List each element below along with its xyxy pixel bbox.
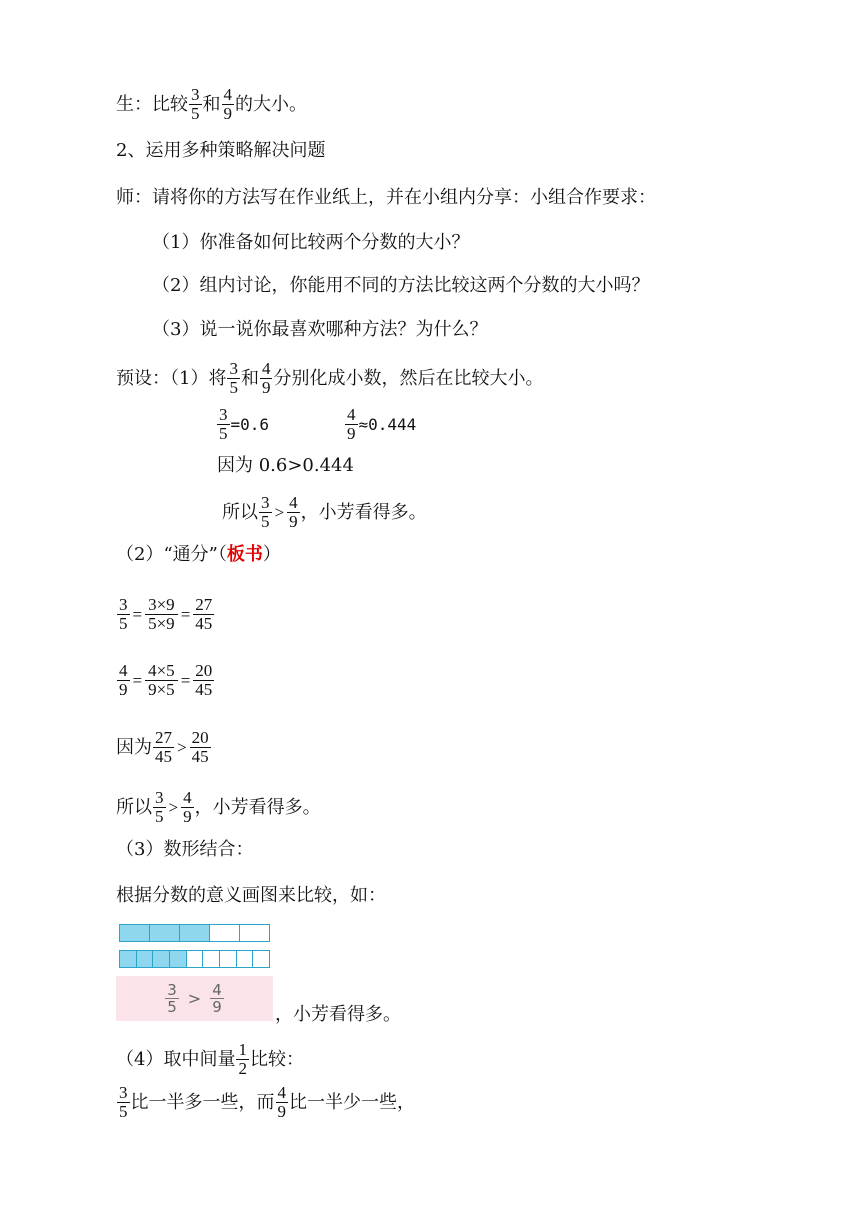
bar-cell-filled — [120, 925, 150, 941]
fraction-3-5: $\frac{3}{5}$ — [219, 405, 228, 443]
fraction-4-9: $\frac{4}{9}$ — [347, 405, 356, 443]
fraction-3-5: $\frac{3}{5}$ — [167, 981, 177, 1016]
bar-cell-filled — [150, 925, 180, 941]
decimal-conversion-1: $\frac{3}{5}$ =0.6 — [219, 405, 270, 443]
board-note: 板书 — [226, 544, 263, 565]
fraction-3-5: $\frac{3}{5}$ — [119, 1083, 128, 1121]
section-heading: 2、运用多种策略解决问题 — [116, 140, 326, 161]
bar-fifths — [119, 924, 270, 942]
common-denominator-eq-2: $\frac{4}{9}$ = $\frac{4\times 5}{9\times 5}$ = $\frac{20}{45}$ — [119, 661, 213, 699]
fraction-4x5-9x5: $\frac{4\times 5}{9\times 5}$ — [145, 662, 178, 699]
fraction-4-9: $\frac{4}{9}$ — [289, 493, 298, 531]
figure-bar-area — [116, 918, 273, 976]
fraction-4-9: $\frac{4}{9}$ — [212, 981, 222, 1016]
bar-cell-empty — [187, 951, 204, 967]
method-2-heading: （2）“通分”（ 板书 ） — [116, 544, 281, 565]
conclusion-1: 所以 $\frac{3}{5}$ > $\frac{4}{9}$ ，小芳看得多。 — [222, 493, 427, 531]
bar-cell-empty — [240, 925, 269, 941]
fraction-27-45: $\frac{27}{45}$ — [155, 728, 172, 766]
bar-cell-filled — [137, 951, 154, 967]
teacher-instruction: 师：请将你的方法写在作业纸上，并在小组内分享：小组合作要求： — [116, 187, 656, 208]
method-3-heading: （3）数形结合： — [116, 839, 254, 860]
bar-ninths — [119, 950, 270, 968]
bar-cell-empty — [237, 951, 254, 967]
fraction-20-45: $\frac{20}{45}$ — [191, 728, 209, 766]
fraction-4-9: $\frac{4}{9}$ — [277, 1083, 286, 1121]
decimal-conversion-2: $\frac{4}{9}$ ≈0.444 — [347, 405, 417, 443]
fraction-3-5: $\frac{3}{5}$ — [261, 493, 270, 531]
bar-cell-empty — [210, 925, 240, 941]
figure-comparison: $\frac{3}{5}$ > $\frac{4}{9}$ — [167, 981, 222, 1016]
fraction-1-2: $\frac{1}{2}$ — [238, 1040, 247, 1078]
bar-cell-filled — [180, 925, 210, 941]
method-3-description: 根据分数的意义画图来比较，如： — [116, 885, 386, 906]
bar-cell-filled — [120, 951, 137, 967]
conclusion-2: 所以 $\frac{3}{5}$ > $\frac{4}{9}$ ，小芳看得多。 — [116, 788, 321, 826]
fraction-4-9: $\frac{4}{9}$ — [261, 359, 271, 397]
fraction-27-45: $\frac{27}{45}$ — [195, 595, 213, 633]
half-comparison: $\frac{3}{5}$ 比一半多一些，而 $\frac{4}{9}$ 比一半少一些， — [119, 1083, 415, 1121]
common-denominator-eq-1: $\frac{3}{5}$ = $\frac{3\times 9}{5\times 9}$ = $\frac{27}{45}$ — [119, 595, 213, 633]
bar-cell-empty — [203, 951, 220, 967]
bar-cell-filled — [170, 951, 187, 967]
because-decimal: 因为 0.6>0.444 — [217, 455, 354, 476]
requirement-2: （2）组内讨论，你能用不同的方法比较这两个分数的大小吗？ — [152, 275, 650, 296]
requirement-3: （3）说一说你最喜欢哪种方法？为什么？ — [152, 319, 488, 340]
fraction-20-45: $\frac{20}{45}$ — [195, 661, 213, 699]
bar-cell-empty — [253, 951, 269, 967]
fraction-3-5: $\frac{3}{5}$ — [119, 595, 128, 633]
requirement-1: （1）你准备如何比较两个分数的大小？ — [152, 232, 470, 253]
fraction-bar-figure — [116, 918, 273, 1021]
figure-conclusion: ，小芳看得多。 — [275, 1004, 401, 1025]
fraction-4-9: $\frac{4}{9}$ — [119, 661, 128, 699]
fraction-3-5: $\frac{3}{5}$ — [155, 788, 164, 826]
method-4-heading: （4）取中间量 $\frac{1}{2}$ 比较： — [116, 1040, 304, 1078]
fraction-4-9: $\frac{4}{9}$ — [223, 85, 232, 123]
fraction-3-5: $\frac{3}{5}$ — [191, 85, 200, 123]
bar-cell-filled — [153, 951, 170, 967]
fraction-3-5: $\frac{3}{5}$ — [229, 359, 238, 397]
fraction-4-9: $\frac{4}{9}$ — [183, 788, 192, 826]
bar-cell-empty — [220, 951, 237, 967]
preset-method-1: 预设：（1）将 $\frac{3}{5}$ 和 $\frac{4}{9}$ 分别化成小数，然后在比较大小。 — [116, 359, 544, 397]
because-common-denominator: 因为 $\frac{27}{45}$ > $\frac{20}{45}$ — [116, 728, 209, 766]
fraction-3x9-5x9: $\frac{3\times 9}{5\times 9}$ — [145, 596, 178, 633]
line-compare: 生：比较 $\frac{3}{5}$ 和 $\frac{4}{9}$ 的大小。 — [116, 85, 307, 123]
